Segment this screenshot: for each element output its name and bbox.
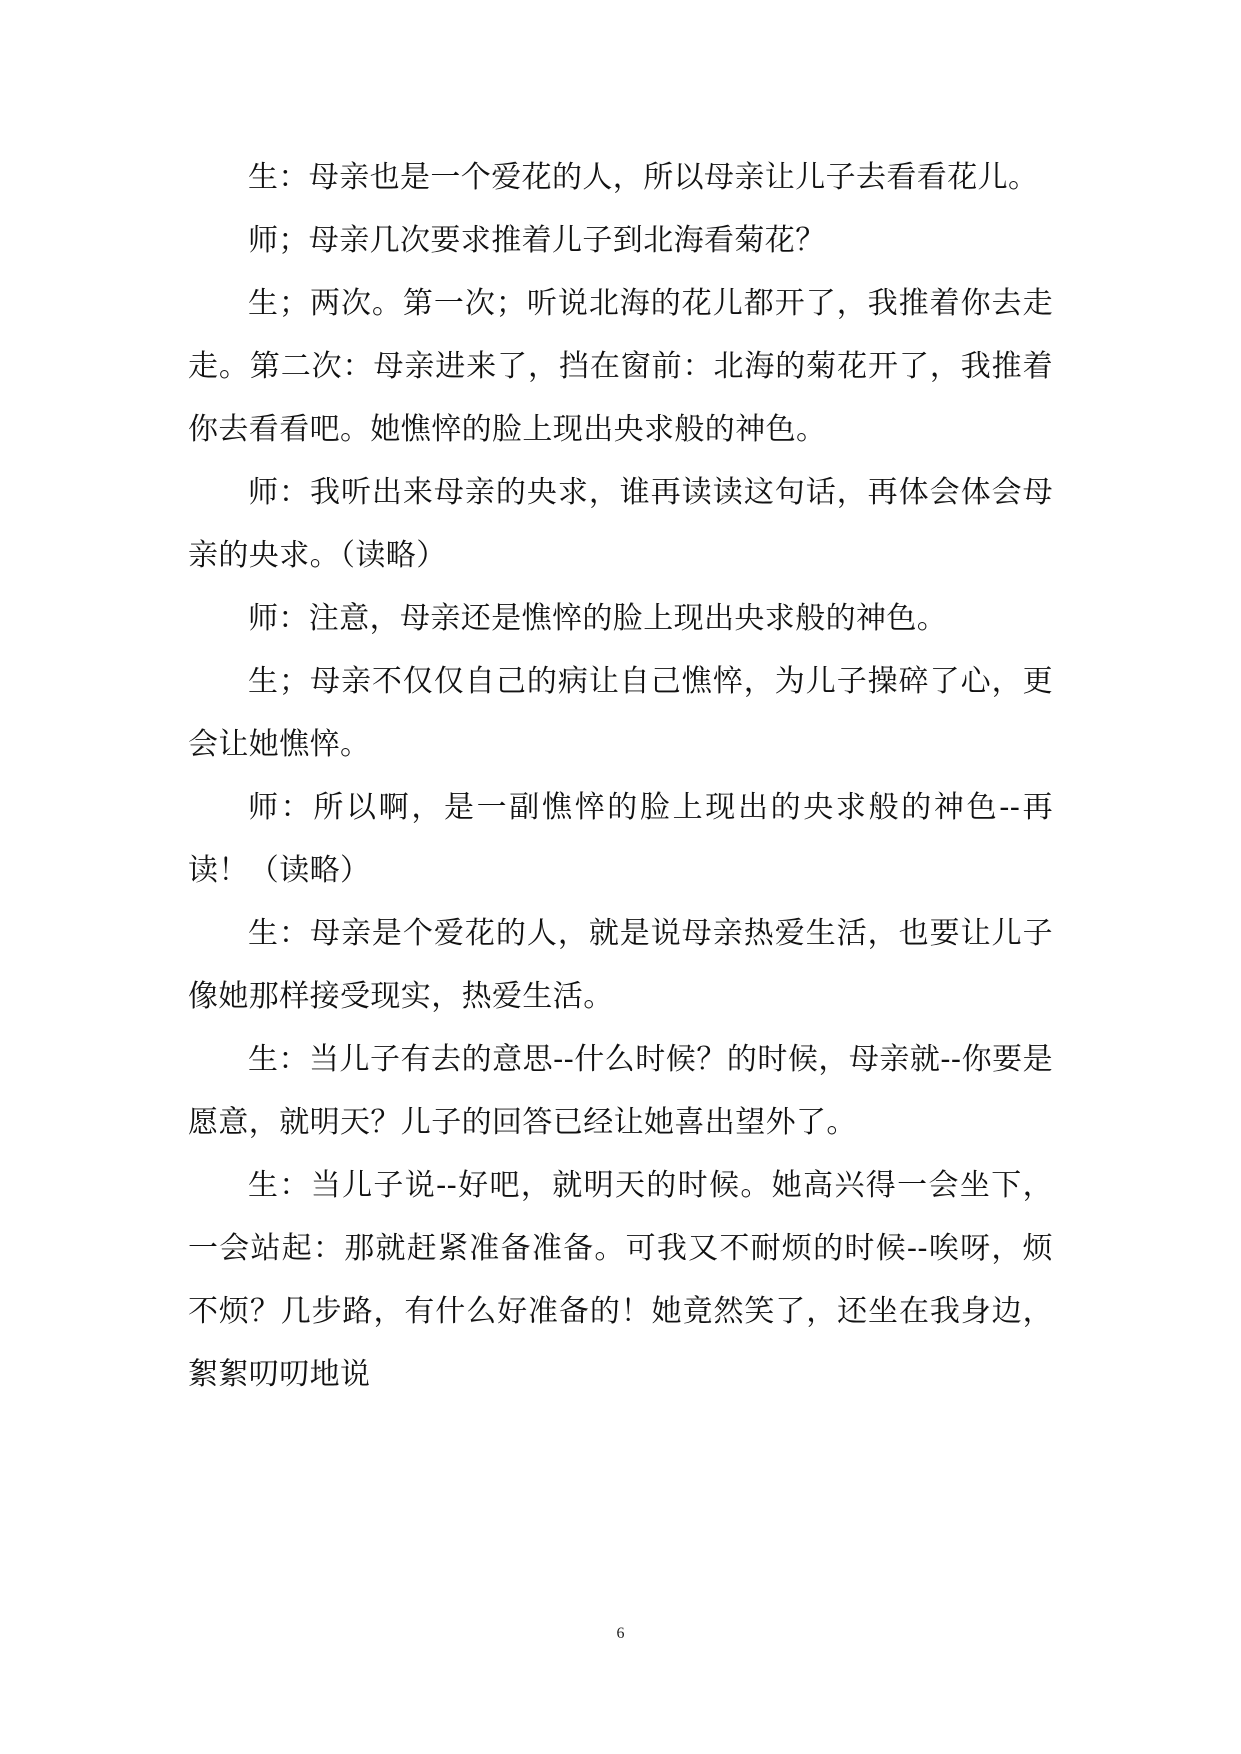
page-number: 6 [616,1625,625,1642]
body-text [188,146,1053,1406]
paragraph: 师；母亲几次要求推着儿子到北海看菊花？ [248,223,826,258]
paragraph: 生：当儿子说--好吧，就明天的时候。她高兴得一会坐下，一会站起：那就赶紧准备准备。可我又不耐烦的时候--唉呀，烦不烦？几步路，有什么好准备的！她竟然笑了，还坐在我身边，絮絮叨叨地说 [188,1168,1053,1392]
paragraph: 师：所以啊，是一副憔悴的脸上现出的央求般的神色--再读！（读略） [188,790,1053,888]
paragraph: 生：母亲是个爱花的人，就是说母亲热爱生活，也要让儿子像她那样接受现实，热爱生活。 [188,916,1053,1014]
paragraph: 师：我听出来母亲的央求，谁再读读这句话，再体会体会母亲的央求。（读略） [188,475,1053,573]
paragraph: 生；两次。第一次；听说北海的花儿都开了，我推着你去走走。第二次：母亲进来了，挡在窗前：北海的菊花开了，我推着你去看看吧。她憔悴的脸上现出央求般的神色。 [188,286,1053,447]
paragraph: 师：注意，母亲还是憔悴的脸上现出央求般的神色。 [248,601,948,636]
paragraph: 生；母亲不仅仅自己的病让自己憔悴，为儿子操碎了心，更会让她憔悴。 [188,664,1053,762]
paragraph: 生：母亲也是一个爱花的人，所以母亲让儿子去看看花儿。 [248,160,1039,195]
paragraph: 生：当儿子有去的意思--什么时候？的时候，母亲就--你要是愿意，就明天？儿子的回答已经让她喜出望外了。 [188,1042,1053,1140]
